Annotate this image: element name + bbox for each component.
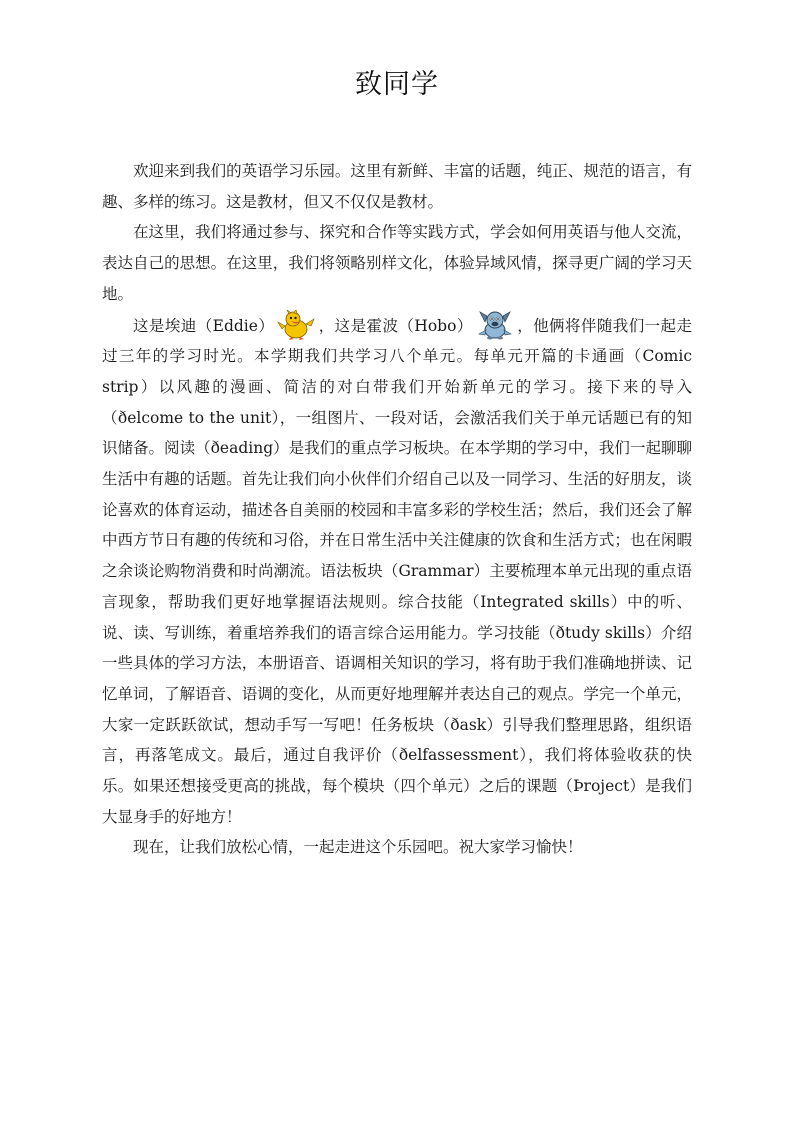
paragraph-3-intro-eddie: 这是埃迪（Eddie） xyxy=(133,316,275,335)
paragraph-3-intro-hobo: ，这是霍波（Hobo） xyxy=(318,316,473,335)
letter-body xyxy=(102,156,692,863)
page-title: 致同学 xyxy=(355,69,439,100)
paragraph-3 xyxy=(102,310,692,833)
hobo-dog-icon xyxy=(475,310,515,340)
paragraph-1: 欢迎来到我们的英语学习乐园。这里有新鲜、丰富的话题，纯正、规范的语言，有趣、多样的练习。这是教材，但又不仅仅是教材。 xyxy=(102,162,692,211)
paragraph-2: 在这里，我们将通过参与、探究和合作等实践方式，学会如何用英语与他人交流，表达自己的思想。在这里，我们将领略别样文化，体验异域风情，探寻更广阔的学习天地。 xyxy=(102,223,692,303)
paragraph-3-body: ，他俩将伴随我们一起走过三年的学习时光。本学期我们共学习八个单元。每单元开篇的卡通画（Comic strip）以风趣的漫画、简洁的对白带我们开始新单元的学习。接下来的导入（ðelcome to the unit），一组图片、一段对话，会激活我们关于单元话题已有的知识储备。阅读（ðeading）是我们的重点学习板块。在本学期的学习中，我们一起聊聊生活中有趣的话题。首先让我们向小伙伴们介绍自己以及一同学习、生活的好朋友，谈论喜欢的体育运动，描述各自美丽的校园和丰富多彩的学校生活；然后，我们还会了解中西方节日有趣的传统和习俗，并在日常生活中关注健康的饮食和生活方式；也在闲暇之余谈论购物消费和时尚潮流。语法板块（Grammar）主要梳理本单元出现的重点语言现象，帮助我们更好地掌握语法规则。综合技能（Integrated skills）中的听、说、读、写训练，着重培养我们的语言综合运用能力。学习技能（ðtudy skills）介绍一些具体的学习方法，本册语音、语调相关知识的学习，将有助于我们准确地拼读、记忆单词，了解语音、语调的变化，从而更好地理解并表达自己的观点。学完一个单元，大家一定跃跃欲试，想动手写一写吧！任务板块（ðask）引导我们整理思路，组织语言，再落笔成文。最后，通过自我评价（ðelfassessment），我们将体验收获的快乐。如果还想接受更高的挑战，每个模块（四个单元）之后的课题（Þroject）是我们大显身手的好地方！ xyxy=(102,316,692,826)
paragraph-4: 现在，让我们放松心情，一起走进这个乐园吧。祝大家学习愉快！ xyxy=(133,838,583,857)
eddie-duck-icon xyxy=(276,310,316,340)
